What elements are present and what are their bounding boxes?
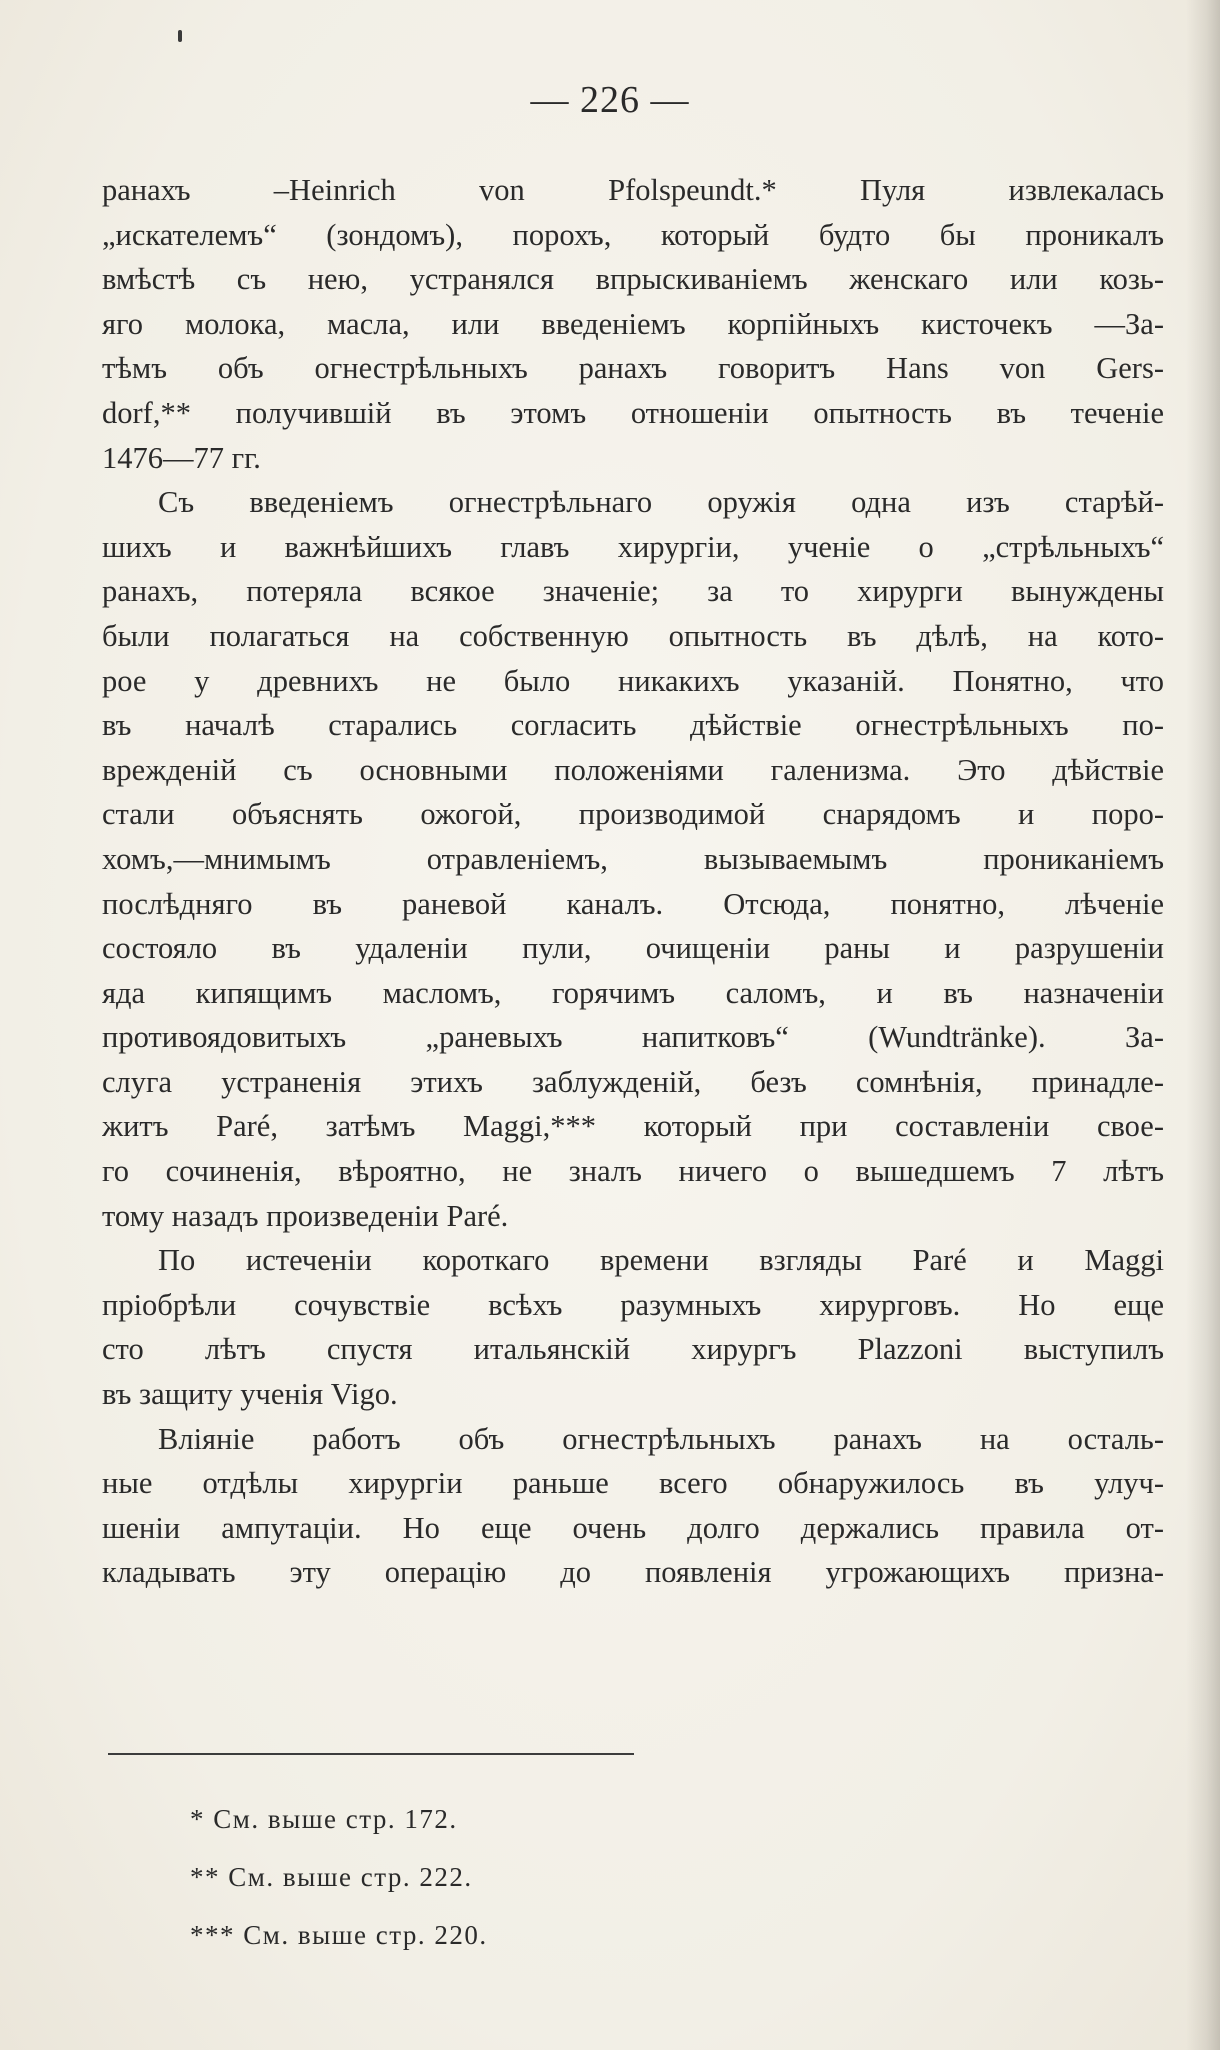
body-line: шеніи ампутаціи. Но еще очень долго держались правила от-	[102, 1510, 1164, 1545]
body-line: сто лѣтъ спустя итальянскій хирургъ Plazzoni выступилъ	[102, 1332, 1164, 1367]
body-line: ранахъ, потеряла всякое значеніе; за то хирурги вынуждены	[102, 574, 1164, 609]
body-line: По истеченіи короткаго времени взгляды Paré и Maggi	[158, 1243, 1164, 1278]
body-line: слуга устраненія этихъ заблужденій, безъ сомнѣнія, принадле-	[102, 1064, 1164, 1099]
body-line: въ началѣ старались согласить дѣйствіе огнестрѣльныхъ по-	[102, 708, 1164, 743]
body-line: послѣдняго въ раневой каналъ. Отсюда, понятно, лѣченіе	[102, 886, 1164, 921]
body-line: стали объяснять ожогой, производимой снарядомъ и поро-	[102, 797, 1164, 832]
body-line: dorf,** получившій въ этомъ отношеніи опытность въ теченіе	[102, 395, 1164, 430]
body-line: вмѣстѣ съ нею, устранялся впрыскиваніемъ женскаго или козь-	[102, 262, 1164, 297]
body-line: кладывать эту операцію до появленія угрожающихъ призна-	[102, 1555, 1164, 1590]
body-line: житъ Paré, затѣмъ Maggi,*** который при составленіи свое-	[102, 1109, 1164, 1144]
body-line: Вліяніе работъ объ огнестрѣльныхъ ранахъ на осталь-	[158, 1421, 1164, 1456]
body-line: 1476—77 гг.	[102, 440, 261, 475]
footnote-divider	[108, 1753, 634, 1755]
footnote-3: *** См. выше стр. 220.	[190, 1920, 488, 1950]
body-line: врежденій съ основными положеніями галенизма. Это дѣйствіе	[102, 752, 1164, 787]
page-number: — 226 —	[530, 79, 690, 121]
body-line: шихъ и важнѣйшихъ главъ хирургіи, ученіе о „стрѣльныхъ“	[102, 529, 1164, 564]
body-line: были полагаться на собственную опытность въ дѣлѣ, на кото-	[102, 618, 1164, 653]
body-line: въ защиту ученія Vigo.	[102, 1377, 398, 1412]
body-line: яго молока, масла, или введеніемъ корпійныхъ кисточекъ —За-	[102, 306, 1164, 341]
body-line: хомъ,—мнимымъ отравленіемъ, вызываемымъ прониканіемъ	[102, 841, 1164, 876]
body-line: тому назадъ произведеніи Paré.	[102, 1198, 509, 1233]
footnote-1: * См. выше стр. 172.	[190, 1804, 458, 1834]
body-line: го сочиненія, вѣроятно, не зналъ ничего о вышедшемъ 7 лѣтъ	[102, 1154, 1164, 1189]
body-line: Съ введеніемъ огнестрѣльнаго оружія одна изъ старѣй-	[158, 485, 1164, 520]
body-line: противоядовитыхъ „раневыхъ напитковъ“ (Wundtränke). За-	[102, 1020, 1164, 1055]
body-text	[102, 168, 1164, 1595]
body-line: ные отдѣлы хирургіи раньше всего обнаружилось въ улуч-	[102, 1466, 1164, 1501]
body-line: „искателемъ“ (зондомъ), порохъ, который будто бы проникалъ	[102, 217, 1164, 252]
body-line: тѣмъ объ огнестрѣльныхъ ранахъ говоритъ Hans von Gers-	[102, 351, 1164, 386]
footnote-2: ** См. выше стр. 222.	[190, 1862, 473, 1892]
body-line: рое у древнихъ не было никакихъ указаній. Понятно, что	[102, 663, 1164, 698]
body-line: пріобрѣли сочувствіе всѣхъ разумныхъ хирурговъ. Но еще	[102, 1287, 1164, 1322]
body-line: яда кипящимъ масломъ, горячимъ саломъ, и въ назначеніи	[102, 975, 1164, 1010]
binding-shadow	[1186, 0, 1220, 2050]
body-line: ранахъ –Heinrich von Pfolspeundt.* Пуля извлекалась	[102, 173, 1164, 207]
footnotes	[190, 1790, 890, 1964]
body-line: состояло въ удаленіи пули, очищеніи раны и разрушеніи	[102, 931, 1164, 966]
ink-speck	[178, 30, 182, 42]
